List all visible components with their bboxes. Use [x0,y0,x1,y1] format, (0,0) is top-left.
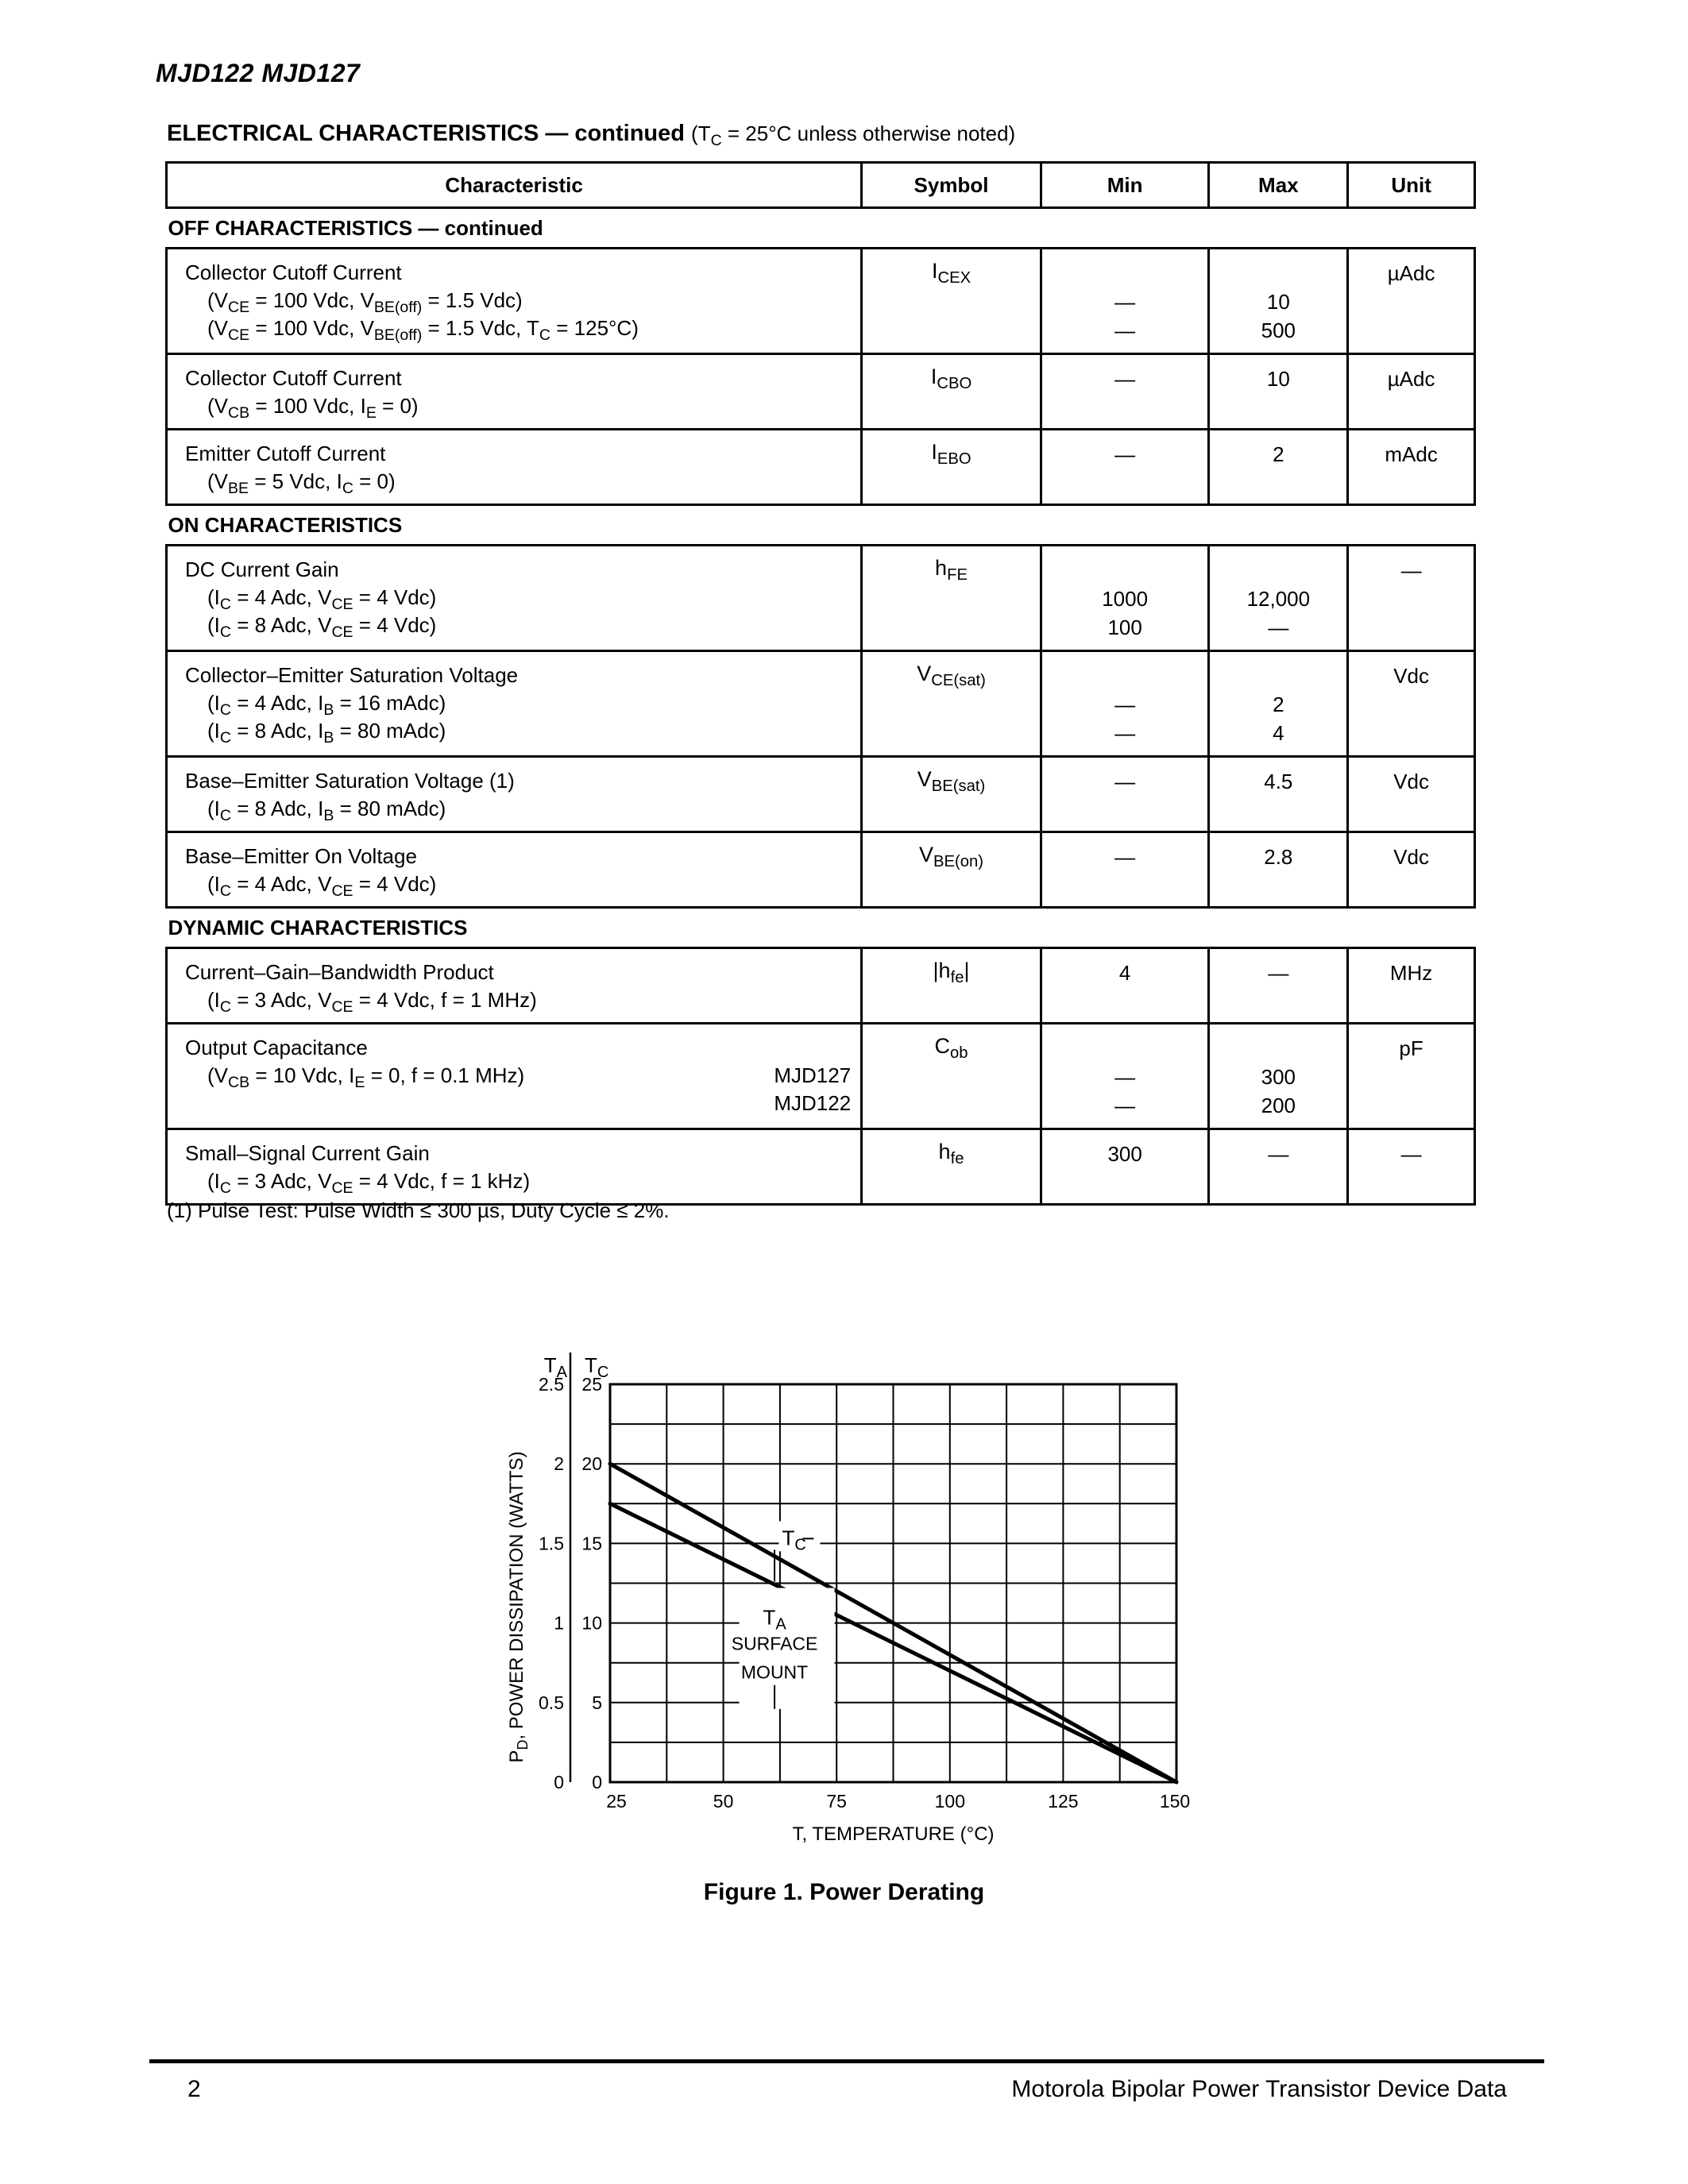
header-unit: Unit [1348,163,1475,208]
row-vbe-on-symbol: $V_{BE(on)}$ [862,832,1041,908]
header-min: Min [1041,163,1209,208]
row-cob-min: — — [1041,1024,1209,1129]
row-hfe-dc-characteristic [167,546,862,651]
series-label-ta-surface: SURFACE [731,1633,818,1654]
figure-caption: Figure 1. Power Derating [703,1879,985,1905]
row-hfe-dc-name: DC Current Gain [185,558,339,581]
row-icex-unit: µAdc [1348,249,1475,354]
electrical-characteristics-table [165,161,1476,1206]
row-cob-condition: ($V_{CB} = 10$ Vdc, $I_E = 0$, f = 0.1 MHz) [207,1063,525,1091]
series-label-ta-mount: MOUNT [740,1661,809,1683]
row-ft-min: 4 [1041,948,1209,1024]
row-vce-sat-characteristic [167,651,862,757]
group-row [167,908,1475,948]
row-hfe-ss-unit: — [1348,1129,1475,1205]
row-vbe-on-max: 2.8 [1209,832,1348,908]
row-icbo-unit: µAdc [1348,354,1475,430]
table-header-row [167,163,1475,208]
row-hfe-ss-symbol: $h_{fe}$ [862,1129,1041,1205]
x-tick-label: 25 [606,1791,627,1812]
table-row [167,430,1475,505]
y-tick-label-ta: 2.5 [539,1374,564,1395]
footer-title: Motorola Bipolar Power Transistor Device Data [1011,2076,1507,2102]
row-vce-sat-condition-1: ($I_C = 4$ Adc, $I_B = 16$ mAdc) [207,691,446,719]
row-hfe-dc-condition-1: ($I_C = 4$ Adc, $V_{CE} = 4$ Vdc) [207,585,437,613]
row-hfe-ss-characteristic [167,1129,862,1205]
row-ft-name: Current–Gain–Bandwidth Product [185,960,494,984]
row-hfe-ss-name: Small–Signal Current Gain [185,1141,430,1165]
section-title-note: ($T_C = 25^\circ C$ unless otherwise noted) [691,122,1016,149]
group-off-characteristics: OFF CHARACTERISTICS — continued [168,215,543,240]
chart-ticks [539,1374,1190,1812]
axis-header-ta: $T_A$ [543,1353,567,1381]
y-tick-label-tc: 20 [581,1453,602,1475]
section-title-text: ELECTRICAL CHARACTERISTICS — continued [167,121,685,146]
table-row [167,546,1475,651]
row-icbo-characteristic [167,354,862,430]
header-symbol: Symbol [862,163,1041,208]
row-iebo-name: Emitter Cutoff Current [185,442,386,465]
part-number-header: MJD122 MJD127 [156,59,361,87]
row-ft-max: — [1209,948,1348,1024]
row-iebo-min: — [1041,430,1209,505]
row-vbe-on-condition: ($I_C = 4$ Adc, $V_{CE} = 4$ Vdc) [207,872,437,900]
group-dynamic-characteristics: DYNAMIC CHARACTERISTICS [168,915,468,940]
section-title [167,121,1015,147]
row-vbe-sat-name: Base–Emitter Saturation Voltage (1) [185,769,515,793]
row-cob-symbol: $C_{ob}$ [862,1024,1041,1129]
y-axis-title: $P_D$, POWER DISSIPATION (WATTS) [506,1451,531,1763]
row-icex-characteristic [167,249,862,354]
header-characteristic: Characteristic [167,163,862,208]
row-icex-name: Collector Cutoff Current [185,260,402,284]
row-vbe-on-characteristic [167,832,862,908]
row-vbe-sat-unit: Vdc [1348,757,1475,832]
group-on-characteristics: ON CHARACTERISTICS [168,512,403,537]
x-tick-label: 100 [934,1791,965,1812]
row-icex-condition-2: ($V_{CE} = 100$ Vdc, $V_{BE(off)} = 1.5$ Vdc, $T_C = 125^\circ C$) [207,316,639,344]
table-row [167,1024,1475,1129]
chart-frame [570,1352,1176,1782]
row-iebo-symbol: $I_{EBO}$ [862,430,1041,505]
row-icbo-symbol: $I_{CBO}$ [862,354,1041,430]
x-tick-label: 125 [1048,1791,1079,1812]
table-row [167,832,1475,908]
series-label-tc: $T_C$ [782,1526,806,1554]
row-vbe-sat-characteristic [167,757,862,832]
table-row [167,354,1475,430]
row-vbe-on-min: — [1041,832,1209,908]
row-cob-characteristic [167,1024,862,1129]
row-ft-condition: ($I_C = 3$ Adc, $V_{CE} = 4$ Vdc, f = 1 MHz) [207,988,537,1016]
y-tick-label-ta: 0.5 [539,1692,564,1713]
row-cob-unit: pF [1348,1024,1475,1129]
row-hfe-dc-min: 1000 100 [1041,546,1209,651]
row-iebo-characteristic [167,430,862,505]
table-row [167,249,1475,354]
row-icex-max: 10 500 [1209,249,1348,354]
x-tick-label: 50 [713,1791,734,1812]
y-tick-label-tc: 5 [592,1692,602,1713]
table-row [167,1129,1475,1205]
row-icex-symbol: $I_{CEX}$ [862,249,1041,354]
group-row [167,505,1475,546]
row-vbe-on-unit: Vdc [1348,832,1475,908]
table-row [167,757,1475,832]
y-tick-label-tc: 10 [581,1612,602,1634]
row-vce-sat-unit: Vdc [1348,651,1475,757]
row-hfe-dc-unit: — [1348,546,1475,651]
series-label-ta: $T_A$ [763,1605,786,1634]
row-cob-device-2: MJD122 [774,1091,852,1115]
row-icbo-min: — [1041,354,1209,430]
table-row [167,651,1475,757]
row-hfe-ss-min: 300 [1041,1129,1209,1205]
chart-grid [610,1384,1176,1782]
row-vce-sat-condition-2: ($I_C = 8$ Adc, $I_B = 80$ mAdc) [207,719,446,747]
row-icbo-condition: ($V_{CB} = 100$ Vdc, $I_E = 0$) [207,394,419,422]
footnote: (1) Pulse Test: Pulse Width ≤ 300 µs, Duty Cycle ≤ 2%. [167,1198,670,1222]
row-icbo-name: Collector Cutoff Current [185,366,402,390]
row-vce-sat-max: 2 4 [1209,651,1348,757]
row-cob-max: 300 200 [1209,1024,1348,1129]
axis-header-tc: $T_C$ [585,1353,609,1381]
row-vce-sat-name: Collector–Emitter Saturation Voltage [185,663,519,687]
row-iebo-unit: mAdc [1348,430,1475,505]
y-tick-label-tc: 15 [581,1533,602,1554]
row-icex-condition-1: ($V_{CE} = 100$ Vdc, $V_{BE(off)} = 1.5$ Vdc) [207,288,523,316]
chart-labels [506,1353,995,1845]
y-tick-label-ta: 1 [554,1612,564,1634]
footer-rule [149,2059,1544,2063]
x-axis-title: T, TEMPERATURE (°C) [792,1823,995,1845]
row-ft-unit: MHz [1348,948,1475,1024]
power-derating-chart [492,1342,1223,1866]
row-icex-min: — — [1041,249,1209,354]
row-hfe-dc-symbol: $h_{FE}$ [862,546,1041,651]
row-hfe-dc-max: 12,000 — [1209,546,1348,651]
y-tick-label-ta: 2 [554,1453,564,1475]
row-cob-device-1: MJD127 [774,1063,852,1087]
page-number: 2 [187,2076,201,2102]
x-tick-label: 75 [826,1791,847,1812]
y-tick-label-tc: 25 [581,1374,602,1395]
group-row [167,208,1475,249]
row-vbe-sat-max: 4.5 [1209,757,1348,832]
row-hfe-ss-condition: ($I_C = 3$ Adc, $V_{CE} = 4$ Vdc, f = 1 kHz) [207,1169,531,1197]
x-tick-label: 150 [1159,1791,1191,1812]
y-tick-label-ta: 0 [554,1772,564,1792]
header-max: Max [1209,163,1348,208]
row-iebo-max: 2 [1209,430,1348,505]
row-vbe-sat-symbol: $V_{BE(sat)}$ [862,757,1041,832]
row-iebo-condition: ($V_{BE} = 5$ Vdc, $I_C = 0$) [207,469,396,497]
y-tick-label-ta: 1.5 [539,1533,564,1554]
table-row [167,948,1475,1024]
y-tick-label-tc: 0 [592,1772,602,1792]
row-vbe-on-name: Base–Emitter On Voltage [185,844,417,868]
row-vbe-sat-condition: ($I_C = 8$ Adc, $I_B = 80$ mAdc) [207,797,446,824]
row-hfe-ss-max: — [1209,1129,1348,1205]
row-ft-characteristic [167,948,862,1024]
row-hfe-dc-condition-2: ($I_C = 8$ Adc, $V_{CE} = 4$ Vdc) [207,613,437,641]
row-vbe-sat-min: — [1041,757,1209,832]
row-ft-symbol: $|h_{fe}|$ [862,948,1041,1024]
row-vce-sat-symbol: $V_{CE(sat)}$ [862,651,1041,757]
row-cob-name: Output Capacitance [185,1036,368,1059]
row-vce-sat-min: — — [1041,651,1209,757]
row-icbo-max: 10 [1209,354,1348,430]
